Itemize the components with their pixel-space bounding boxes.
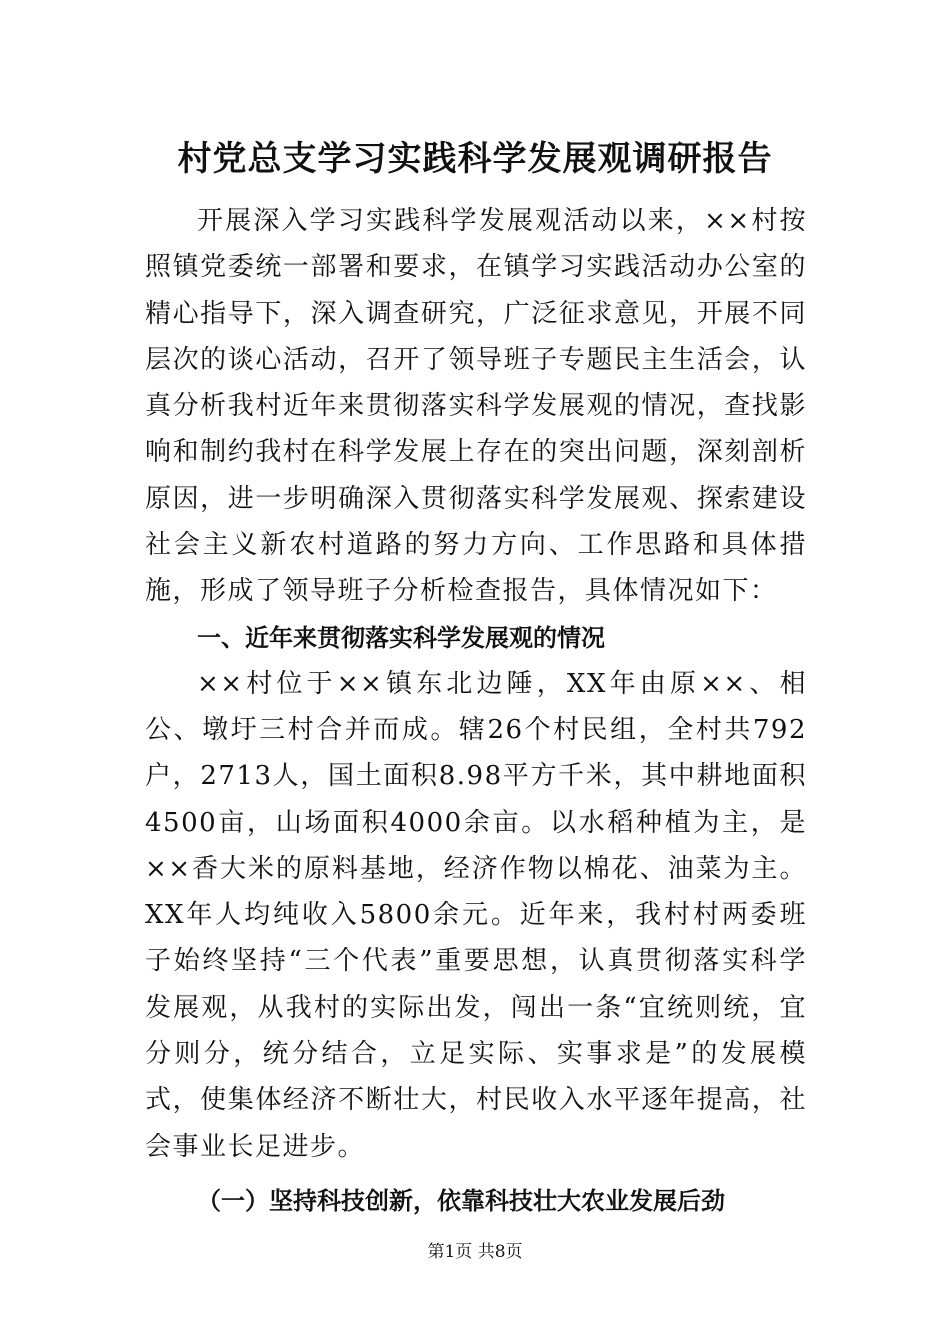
document-body <box>145 198 807 1224</box>
section-heading-1: 一、近年来贯彻落实科学发展观的情况 <box>197 623 605 652</box>
page-footer: 第1页 共8页 <box>427 1242 523 1262</box>
document-title: 村党总支学习实践科学发展观调研报告 <box>177 139 773 179</box>
section-1-paragraph: ××村位于××镇东北边陲，XX年由原××、相公、墩圩三村合并而成。辖26个村民组，全村共792户，2713人，国土面积8.98平方千米，其中耕地面积4500亩，山场面积4000余亩。以水稻种植为主，是××香大米的原料基地，经济作物以棉花、油菜为主。XX年人均纯收入5800余元。近年来，我村村两委班子始终坚持“三个代表”重要思想，认真贯彻落实科学发展观，从我村的实际出发，闯出一条“宜统则统，宜分则分，统分结合，立足实际、实事求是”的发展模式，使集体经济不断壮大，村民收入水平逐年提高，社会事业长足进步。 <box>145 668 807 1162</box>
subsection-heading-1: （一）坚持科技创新，依靠科技壮大农业发展后劲 <box>197 1186 725 1215</box>
intro-paragraph: 开展深入学习实践科学发展观活动以来，××村按照镇党委统一部署和要求，在镇学习实践活动办公室的精心指导下，深入调查研究，广泛征求意见，开展不同层次的谈心活动，召开了领导班子专题民主生活会，认真分析我村近年来贯彻落实科学发展观的情况，查找影响和制约我村在科学发展上存在的突出问题，深刻剖析原因，进一步明确深入贯彻落实科学发展观、探索建设社会主义新农村道路的努力方向、工作思路和具体措施，形成了领导班子分析检查报告，具体情况如下： <box>145 206 807 607</box>
